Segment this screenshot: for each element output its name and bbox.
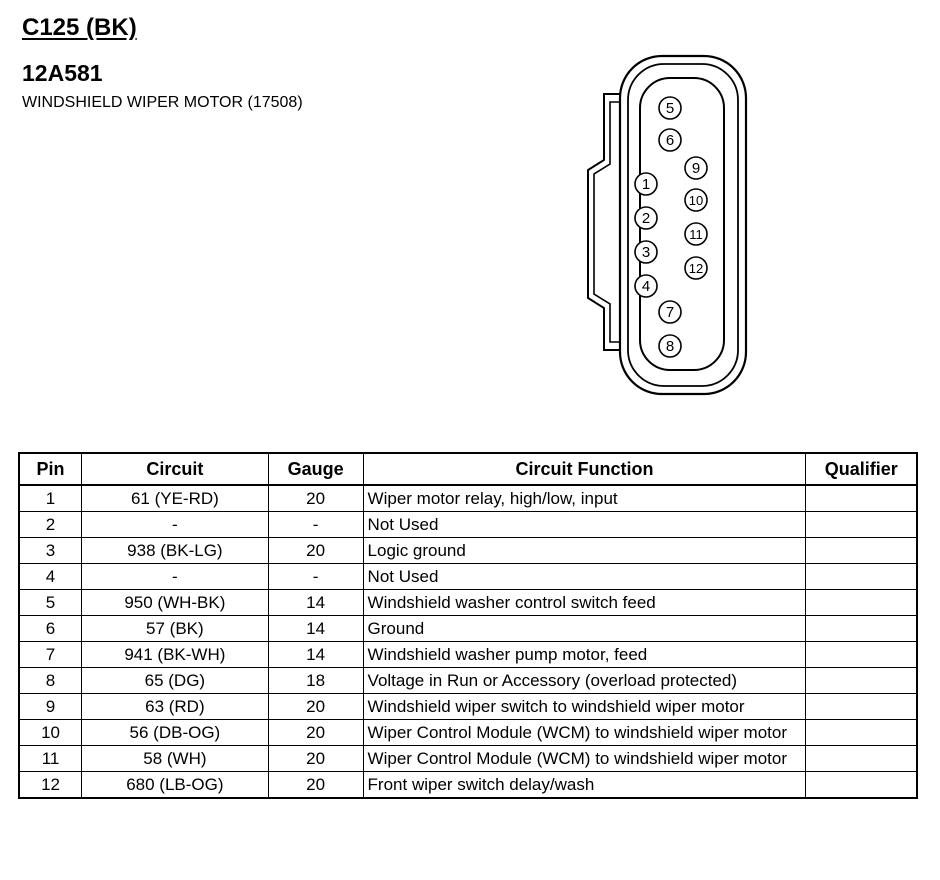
gauge-cell: 20 <box>268 746 363 772</box>
pin-cell: 1 <box>19 485 82 512</box>
pin-label: 1 <box>641 176 651 193</box>
pin-cell: 5 <box>19 590 82 616</box>
pin-label: 7 <box>665 304 675 321</box>
pin-label: 4 <box>641 278 651 295</box>
gauge-cell: - <box>268 512 363 538</box>
gauge-cell: 20 <box>268 772 363 799</box>
circuit-cell: 61 (YE-RD) <box>82 485 269 512</box>
circuit-function-cell: Windshield washer pump motor, feed <box>363 642 806 668</box>
table-row <box>19 564 917 590</box>
qualifier-cell <box>806 512 917 538</box>
gauge-cell: 14 <box>268 642 363 668</box>
qualifier-cell <box>806 642 917 668</box>
pin-label: 5 <box>665 100 675 117</box>
connector-id: C125 (BK) <box>22 14 137 41</box>
table-body <box>19 485 917 798</box>
header-qualifier: Qualifier <box>806 453 917 485</box>
qualifier-cell <box>806 694 917 720</box>
pin-label: 10 <box>688 193 704 208</box>
circuit-cell: 56 (DB-OG) <box>82 720 269 746</box>
gauge-cell: 18 <box>268 668 363 694</box>
circuit-function-cell: Ground <box>363 616 806 642</box>
qualifier-cell <box>806 590 917 616</box>
table-row <box>19 720 917 746</box>
connector-pins <box>635 97 707 357</box>
qualifier-cell <box>806 668 917 694</box>
pin-cell: 2 <box>19 512 82 538</box>
circuit-cell: 941 (BK-WH) <box>82 642 269 668</box>
circuit-cell: 680 (LB-OG) <box>82 772 269 799</box>
qualifier-cell <box>806 485 917 512</box>
qualifier-cell <box>806 538 917 564</box>
circuit-cell: 65 (DG) <box>82 668 269 694</box>
table-row <box>19 642 917 668</box>
gauge-cell: 14 <box>268 590 363 616</box>
table-row <box>19 485 917 512</box>
header-pin: Pin <box>19 453 82 485</box>
circuit-function-cell: Not Used <box>363 512 806 538</box>
gauge-cell: 20 <box>268 694 363 720</box>
circuit-cell: - <box>82 512 269 538</box>
pin-label: 12 <box>688 261 704 276</box>
pin-label: 8 <box>665 338 675 355</box>
gauge-cell: 20 <box>268 538 363 564</box>
part-number: 12A581 <box>22 60 103 86</box>
gauge-cell: 20 <box>268 720 363 746</box>
pin-cell: 4 <box>19 564 82 590</box>
pin-label: 11 <box>689 227 703 242</box>
table-row <box>19 668 917 694</box>
component-name: WINDSHIELD WIPER MOTOR (17508) <box>22 94 303 111</box>
connector-latch <box>588 94 620 350</box>
circuit-cell: 58 (WH) <box>82 746 269 772</box>
circuit-cell: 950 (WH-BK) <box>82 590 269 616</box>
circuit-function-cell: Windshield washer control switch feed <box>363 590 806 616</box>
circuit-function-cell: Front wiper switch delay/wash <box>363 772 806 799</box>
header-gauge: Gauge <box>268 453 363 485</box>
table-row <box>19 616 917 642</box>
qualifier-cell <box>806 772 917 799</box>
qualifier-cell <box>806 746 917 772</box>
pin-cell: 12 <box>19 772 82 799</box>
qualifier-cell <box>806 564 917 590</box>
circuit-function-cell: Windshield wiper switch to windshield wiper motor <box>363 694 806 720</box>
table-row <box>19 694 917 720</box>
pin-cell: 7 <box>19 642 82 668</box>
table-row <box>19 772 917 799</box>
qualifier-cell <box>806 720 917 746</box>
gauge-cell: - <box>268 564 363 590</box>
table-row <box>19 512 917 538</box>
pin-cell: 11 <box>19 746 82 772</box>
pin-cell: 9 <box>19 694 82 720</box>
pin-label: 9 <box>691 160 701 177</box>
header-circuit: Circuit <box>82 453 269 485</box>
circuit-function-cell: Not Used <box>363 564 806 590</box>
table-row <box>19 590 917 616</box>
pin-label: 6 <box>665 132 675 149</box>
circuit-function-cell: Voltage in Run or Accessory (overload protected) <box>363 668 806 694</box>
pin-cell: 8 <box>19 668 82 694</box>
circuit-cell: 938 (BK-LG) <box>82 538 269 564</box>
table-row <box>19 538 917 564</box>
circuit-cell: 63 (RD) <box>82 694 269 720</box>
qualifier-cell <box>806 616 917 642</box>
circuit-function-cell: Wiper motor relay, high/low, input <box>363 485 806 512</box>
connector-diagram <box>580 50 760 400</box>
pin-table <box>18 452 918 799</box>
circuit-function-cell: Wiper Control Module (WCM) to windshield wiper motor <box>363 720 806 746</box>
table-header-row <box>19 453 917 485</box>
gauge-cell: 14 <box>268 616 363 642</box>
pin-cell: 10 <box>19 720 82 746</box>
circuit-cell: - <box>82 564 269 590</box>
pin-cell: 3 <box>19 538 82 564</box>
header-circuit-function: Circuit Function <box>363 453 806 485</box>
pin-cell: 6 <box>19 616 82 642</box>
pin-label: 2 <box>641 210 651 227</box>
circuit-function-cell: Logic ground <box>363 538 806 564</box>
gauge-cell: 20 <box>268 485 363 512</box>
table-row <box>19 746 917 772</box>
circuit-function-cell: Wiper Control Module (WCM) to windshield wiper motor <box>363 746 806 772</box>
circuit-cell: 57 (BK) <box>82 616 269 642</box>
pin-label: 3 <box>641 244 651 261</box>
